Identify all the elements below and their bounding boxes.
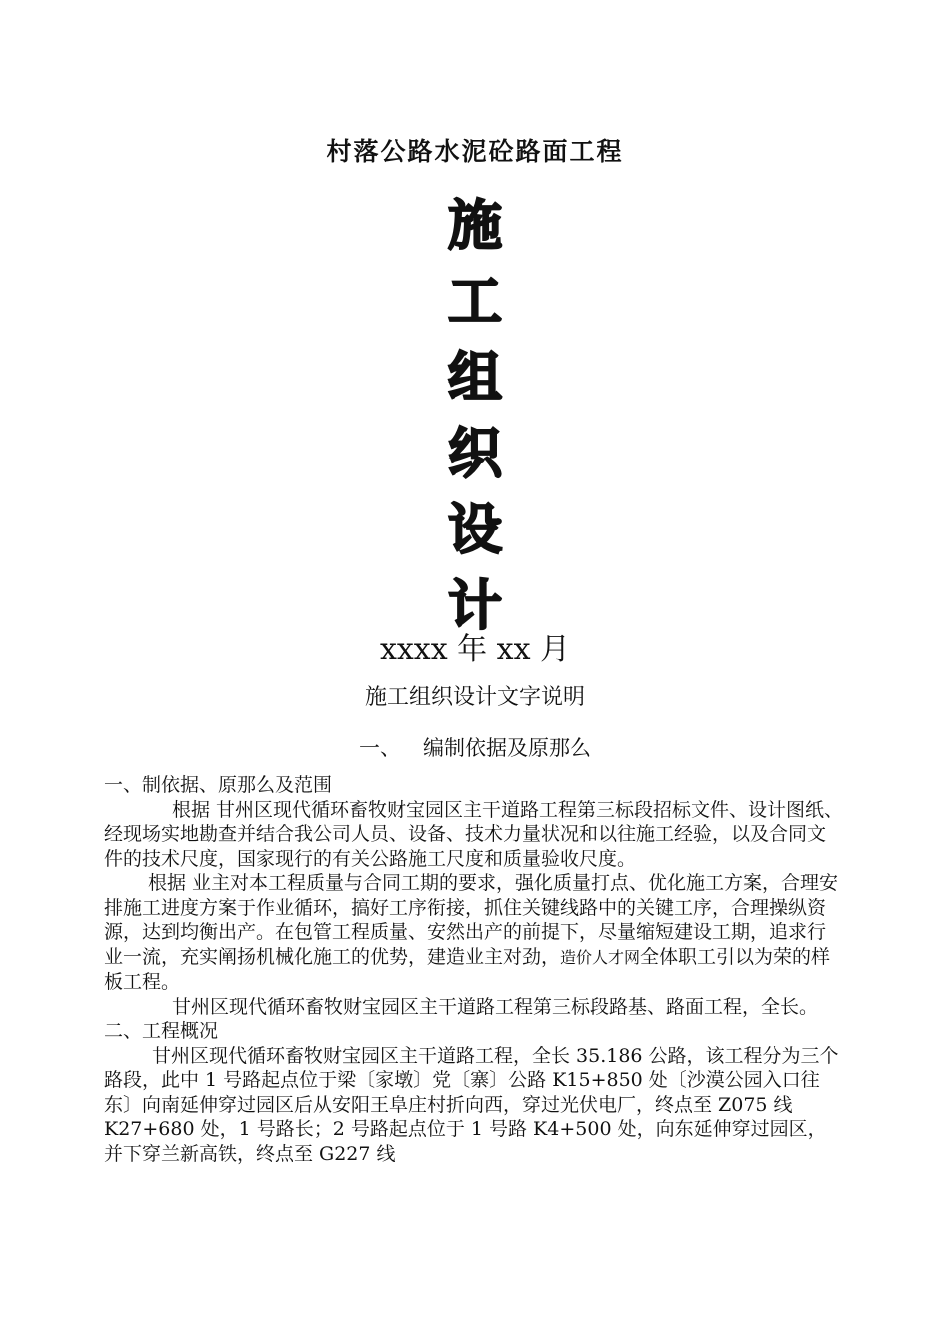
watermark-text: 造价人才网 [560, 947, 641, 967]
title-char: 组 [448, 346, 502, 409]
section-title: 一、制依据、原那么及范围 [104, 774, 333, 796]
document-date: xxxx 年 xx 月 [379, 632, 571, 667]
document-title [0, 188, 950, 644]
section-heading: 施工组织设计文字说明 [364, 685, 585, 710]
section-title: 二、工程概况 [104, 1020, 219, 1042]
title-char: 设 [448, 498, 502, 561]
title-char: 施 [448, 194, 502, 257]
paragraph: 甘州区现代循环畜牧财宝园区主干道路工程第三标段路基、路面工程，全长。 [172, 995, 819, 1018]
title-char: 织 [448, 422, 502, 485]
paragraph: 甘州区现代循环畜牧财宝园区主干道路工程，全长 35.186 公路，该工程分为三个路段，此中 1 号路起点位于梁〔家墩〕党〔寨〕公路 K15+850 处〔沙漠公园入口往东〕向南延伸穿过园区后从安阳王阜庄村折向西，穿过光伏电厂，终点至 Z075 线 K27+680 处，1 号路长；2 号路起点位于 1 号路 K4+500 处，向东延伸穿过园区，并下穿兰新高铁，终点至 G227 线 [104, 1044, 839, 1165]
chapter-title: 编制依据及原那么 [423, 736, 591, 760]
title-char: 计 [448, 574, 502, 637]
chapter-heading [0, 732, 950, 762]
chapter-number: 一、 [359, 736, 401, 760]
title-char: 工 [448, 270, 502, 333]
paragraph: 根据 甘州区现代循环畜牧财宝园区主干道路工程第三标段招标文件、设计图纸、经现场实地勘查并结合我公司人员、设备、技术力量状况和以往施工经验，以及合同文件的技术尺度，国家现行的有关公路施工尺度和质量验收尺度。 [104, 798, 844, 870]
paragraph-text: 全体职工引以为荣的样板工程。 [104, 945, 831, 993]
paragraph-text: 根据 业主对本工程质量与合同工期的要求，强化质量打点、优化施工方案，合理安排施工进度方案于作业循环，搞好工序衔接，抓住关键线路中的关键工序，合理操纵资源，达到均衡出产。在包管工程质量、安然出产的前提下，尽量缩短建设工期，追求行业一流，充实阐扬机械化施工的优势，建造业主对劲， [104, 872, 839, 968]
body-text [104, 773, 844, 1166]
paragraph [104, 871, 844, 995]
document-subtitle: 村落公路水泥砼路面工程 [326, 137, 624, 166]
